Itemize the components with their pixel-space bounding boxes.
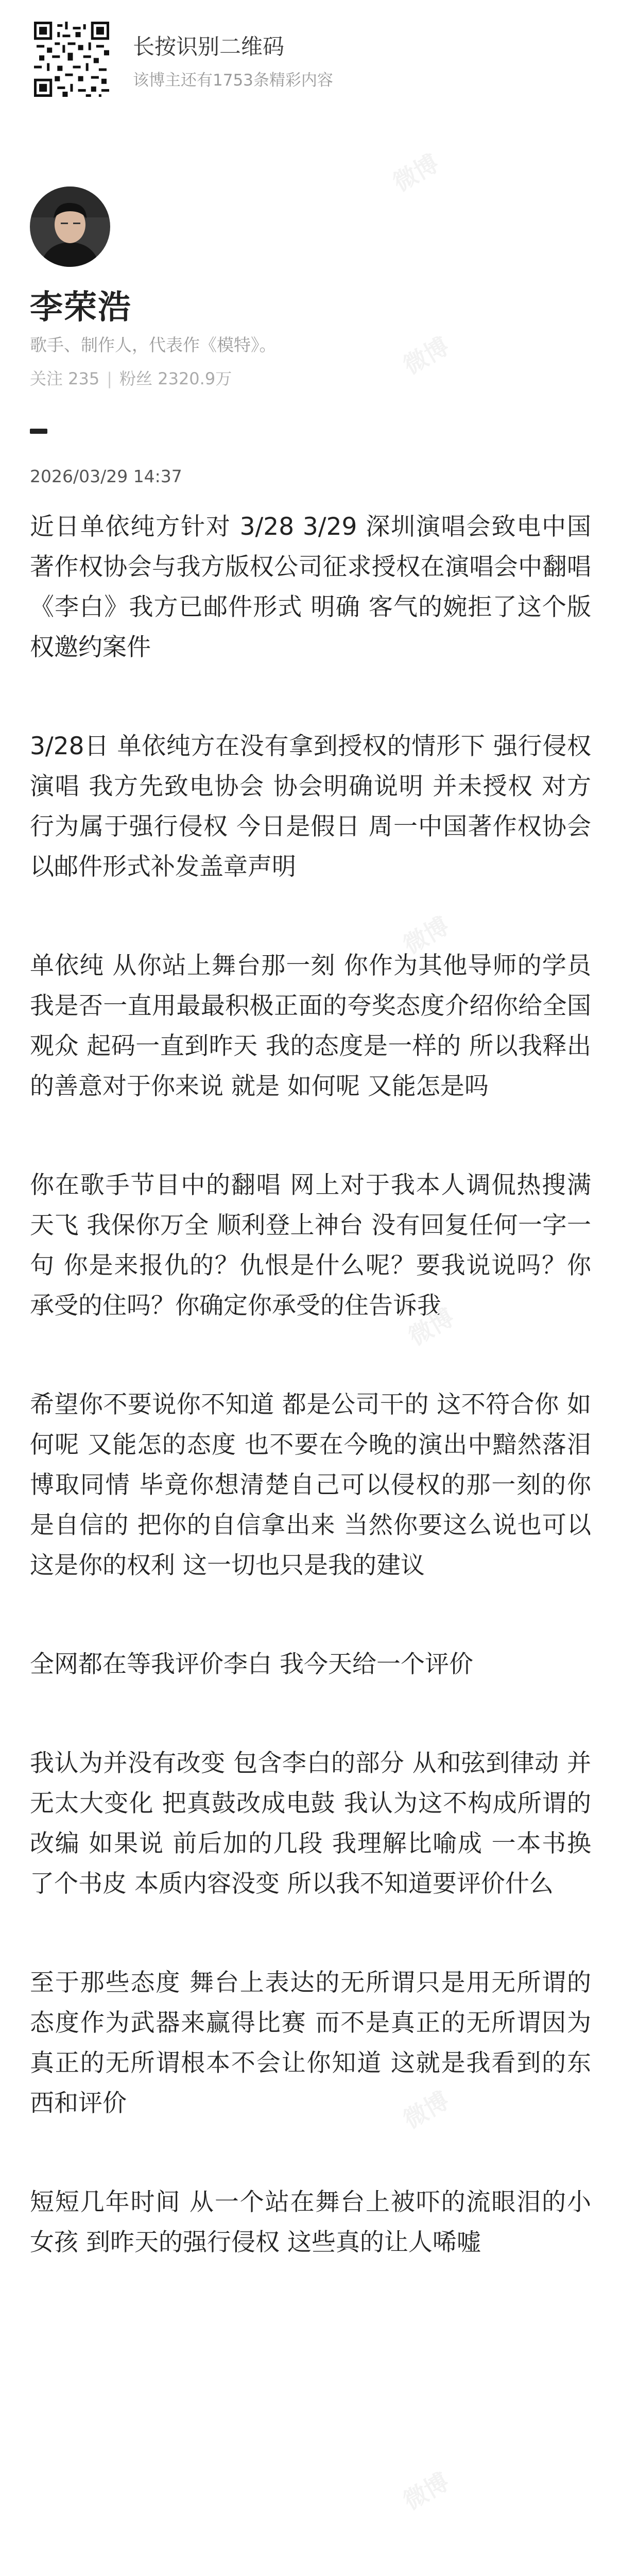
post-date: 2026/03/29 14:37 [30,466,182,486]
avatar[interactable] [30,187,110,267]
user-bio: 歌手、制作人，代表作《模特》。 [30,335,277,355]
post-paragraph: 单依纯 从你站上舞台那一刻 你作为其他导师的学员 我是否一直用最最积极正面的夸奖态度介绍你给全国观众 起码一直到昨天 我的态度是一样的 所以我释出的善意对于你来说 就是 如何呢 又能怎是吗 [30,952,591,1100]
qr-header-subtitle: 该博主还有1753条精彩内容 [133,71,333,90]
watermark: 微博 [399,2467,454,2515]
post-paragraph: 希望你不要说你不知道 都是公司干的 这不符合你 如何呢 又能怎的态度 也不要在今晚的演出中黯然落泪 博取同情 毕竟你想清楚自己可以侵权的那一刻的你是自信的 把你的自信拿出来 当然你要这么说也可以 这是你的权利 这一切也只是我的建议 [30,1391,591,1580]
watermark: 微博 [399,332,454,380]
watermark: 微博 [388,149,443,197]
post-paragraph: 全网都在等我评价李白 我今天给一个评价 [30,1650,473,1679]
user-name[interactable]: 李荣浩 [30,289,132,327]
post-paragraph: 至于那些态度 舞台上表达的无所谓只是用无所谓的态度作为武器来赢得比赛 而不是真正的无所谓因为真正的无所谓根本不会让你知道 这就是我看到的东西和评价 [30,1969,591,2117]
watermark: 微博 [399,2086,454,2134]
post-paragraph: 你在歌手节目中的翻唱 网上对于我本人调侃热搜满天飞 我保你万全 顺利登上神台 没有回复任何一字一句 你是来报仇的？仇恨是什么呢？要我说说吗？你承受的住吗？你确定你承受的住告诉我 [30,1171,591,1320]
section-divider [30,429,47,434]
watermark: 微博 [404,1303,459,1351]
post-paragraph: 3/28日 单依纯方在没有拿到授权的情形下 强行侵权演唱 我方先致电协会 协会明确说明 并未授权 对方行为属于强行侵权 今日是假日 周一中国著作权协会以邮件形式补发盖章声明 [30,732,591,881]
qr-header [0,0,621,124]
follow-count[interactable]: 关注 235 [30,369,100,388]
user-stats [30,366,232,389]
stats-divider: | [107,369,113,388]
watermark: 微博 [399,911,454,959]
qr-code-icon[interactable] [34,22,109,97]
qr-header-title: 长按识别二维码 [133,34,285,59]
post-body [30,507,591,2321]
post-paragraph: 我认为并没有改变 包含李白的部分 从和弦到律动 并无太大变化 把真鼓改成电鼓 我认为这不构成所谓的改编 如果说 前后加的几段 我理解比喻成 一本书换了个书皮 本质内容没变 所以我不知道要评价什么 [30,1749,591,1898]
post-paragraph: 近日单依纯方针对 3/28 3/29 深圳演唱会致电中国著作权协会与我方版权公司征求授权在演唱会中翻唱《李白》我方已邮件形式 明确 客气的婉拒了这个版权邀约案件 [30,513,591,662]
post-paragraph: 短短几年时间 从一个站在舞台上被吓的流眼泪的小女孩 到昨天的强行侵权 这些真的让人唏嘘 [30,2188,591,2257]
fans-count[interactable]: 粉丝 2320.9万 [119,369,232,388]
